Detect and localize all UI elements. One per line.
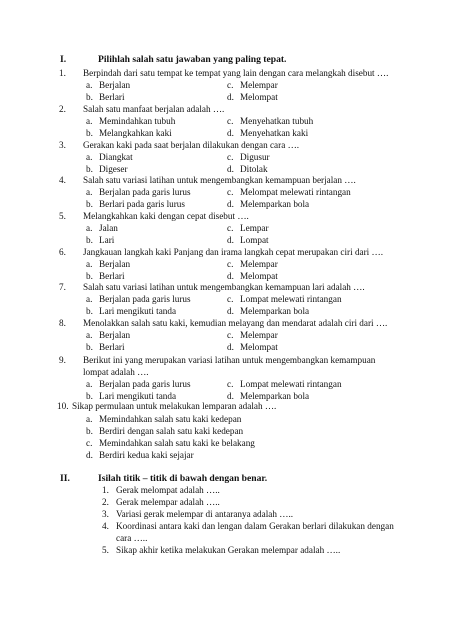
option-a: a. Berjalan pada garis lurus <box>86 379 191 389</box>
question-number: 2. <box>59 104 66 114</box>
option-a: a. Berjalan <box>86 259 131 269</box>
option-c: c. Lempar <box>227 223 269 233</box>
option-a: a. Jalan <box>86 223 118 233</box>
question-number: 8. <box>59 318 66 328</box>
fill-item-4-cont: cara ….. <box>116 533 148 543</box>
option-c: c. Melempar <box>227 80 278 90</box>
option-a: a. Berjalan <box>86 330 131 340</box>
option-d: d. Berdiri kedua kaki sejajar <box>86 450 194 460</box>
option-b: b. Berlari pada garis lurus <box>86 199 185 209</box>
option-b: b. Melangkahkan kaki <box>86 128 172 138</box>
question-text: Melangkahkan kaki dengan cepat disebut …. <box>83 211 249 221</box>
option-b: b. Lari <box>86 235 115 245</box>
question-text: Sikap permulaan untuk melakukan lemparan adalah …. <box>72 401 277 411</box>
question-text: Menolakkan salah satu kaki, kemudian melayang dan mendarat adalah ciri dari …. <box>83 318 388 328</box>
option-d: d. Melompat <box>227 92 278 102</box>
option-b: b. Lari mengikuti tanda <box>86 306 177 316</box>
question-number: 3. <box>59 140 66 150</box>
question-text: Salah satu variasi latihan untuk mengembangkan kemampuan berjalan …. <box>83 175 356 185</box>
question-number: 5. <box>59 211 66 221</box>
option-b: b. Berdiri dengan salah satu kaki kedepan <box>86 426 244 436</box>
option-c: c. Melempar <box>227 330 278 340</box>
option-d: d. Melemparkan bola <box>227 391 310 401</box>
section-2-number: II. <box>60 473 70 484</box>
question-number: 7. <box>59 282 66 292</box>
option-b: b. Berlari <box>86 342 125 352</box>
fill-item-5: 5. Sikap akhir ketika melakukan Gerakan melempar adalah ….. <box>102 545 341 555</box>
option-a: a. Berjalan pada garis lurus <box>86 187 191 197</box>
question-text: Salah satu manfaat berjalan adalah …. <box>83 104 225 114</box>
option-a: a. Diangkat <box>86 152 133 162</box>
option-b: b. Berlari <box>86 271 125 281</box>
option-c: c. Digusur <box>227 152 270 162</box>
option-b: b. Digeser <box>86 164 128 174</box>
option-c: c. Memindahkan salah satu kaki ke belakang <box>86 438 255 448</box>
option-d: d. Menyehatkan kaki <box>227 128 309 138</box>
question-text: Gerakan kaki pada saat berjalan dilakukan dengan cara …. <box>83 140 300 150</box>
fill-item-1: 1. Gerak melompat adalah ….. <box>102 485 220 495</box>
option-c: c. Lompat melewati rintangan <box>227 379 342 389</box>
section-1-number: I. <box>60 54 67 65</box>
option-d: d. Melompat <box>227 342 278 352</box>
question-text: Berikut ini yang merupakan variasi latihan untuk mengembangkan kemampuan <box>83 355 376 365</box>
option-a: a. Memindahkan tubuh <box>86 116 176 126</box>
section-1-title: Pilihlah salah satu jawaban yang paling tepat. <box>98 54 287 65</box>
question-number: 6. <box>59 247 66 257</box>
question-number: 9. <box>59 355 66 365</box>
question-text: Jangkauan langkah kaki Panjang dan irama langkah cepat merupakan ciri dari …. <box>83 247 384 257</box>
option-a: a. Memindahkan salah satu kaki kedepan <box>86 414 242 424</box>
option-d: d. Melemparkan bola <box>227 199 310 209</box>
option-b: b. Berlari <box>86 92 125 102</box>
option-c: c. Lompat melewati rintangan <box>227 294 342 304</box>
question-number: 1. <box>59 68 66 78</box>
section-2-title: Isilah titik – titik di bawah dengan benar. <box>98 473 268 484</box>
option-c: c. Melempar <box>227 259 278 269</box>
option-d: d. Melompat <box>227 271 278 281</box>
option-d: d. Lompat <box>227 235 269 245</box>
question-number: 10. <box>57 401 69 411</box>
option-d: d. Ditolak <box>227 164 268 174</box>
question-text-cont: lompat adalah …. <box>83 367 149 377</box>
option-d: d. Melemparkan bola <box>227 306 310 316</box>
fill-item-4: 4. Koordinasi antara kaki dan lengan dalam Gerakan berlari dilakukan dengan <box>102 521 394 531</box>
option-c: c. Menyehatkan tubuh <box>227 116 314 126</box>
option-b: b. Lari mengikuti tanda <box>86 391 177 401</box>
fill-item-3: 3. Variasi gerak melempar di antaranya adalah ….. <box>102 509 294 519</box>
question-text: Berpindah dari satu tempat ke tempat yang lain dengan cara melangkah disebut …. <box>83 68 389 78</box>
question-text: Salah satu variasi latihan untuk mengembangkan kemampuan lari adalah …. <box>83 282 365 292</box>
option-a: a. Berjalan <box>86 80 131 90</box>
question-number: 4. <box>59 175 66 185</box>
option-c: c. Melompat melewati rintangan <box>227 187 351 197</box>
option-a: a. Berjalan pada garis lurus <box>86 294 191 304</box>
fill-item-2: 2. Gerak melempar adalah ….. <box>102 497 220 507</box>
